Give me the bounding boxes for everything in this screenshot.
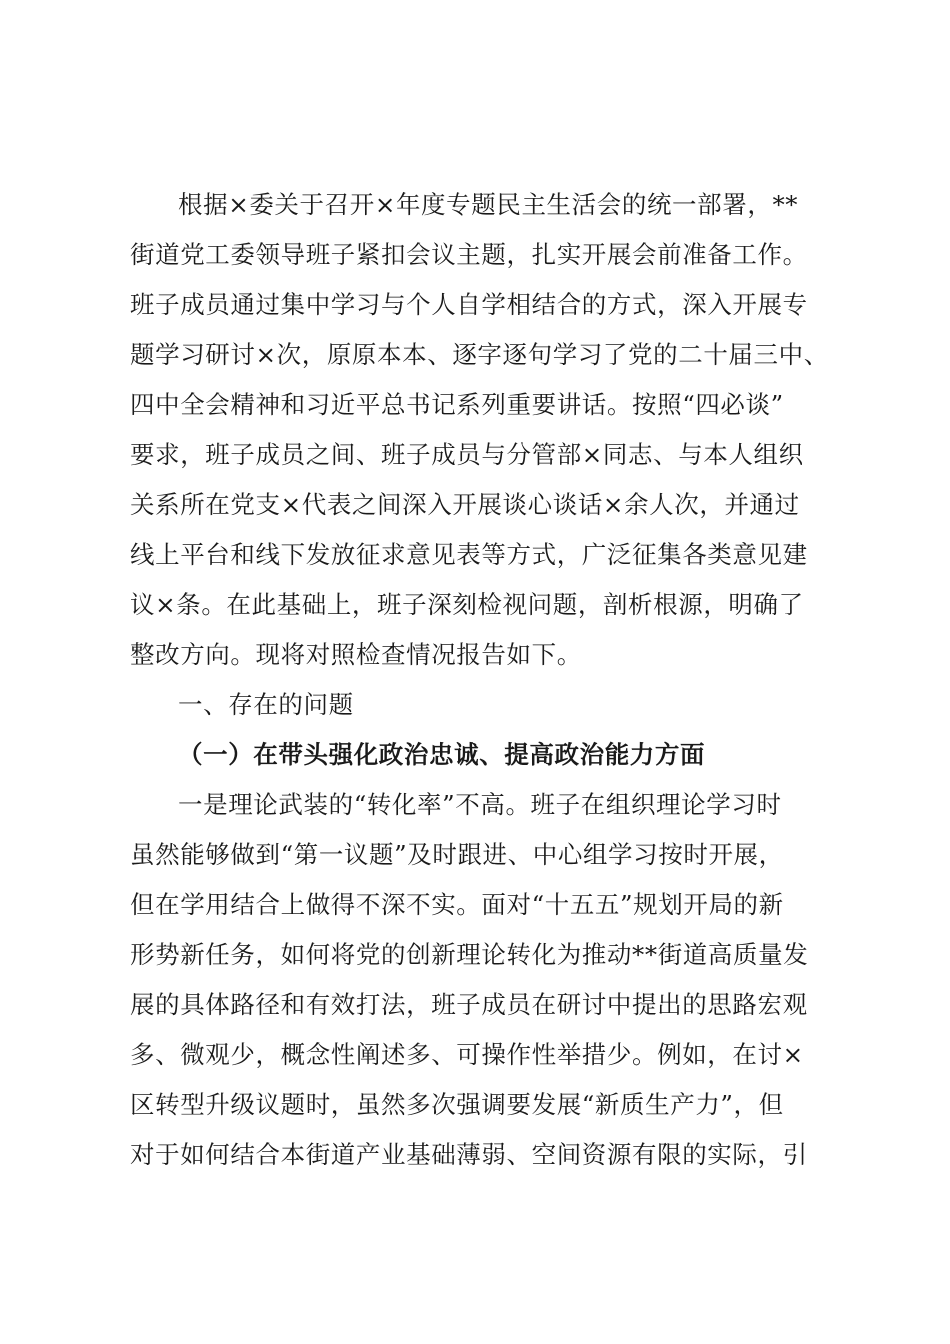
subsection-heading: （一）在带头强化政治忠诚、提高政治能力方面 <box>178 740 706 769</box>
body-line-5: 展的具体路径和有效打法，班子成员在研讨中提出的思路宏观 <box>130 990 808 1019</box>
intro-line-7: 关系所在党支×代表之间深入开展谈心谈话×余人次，并通过 <box>130 490 800 519</box>
intro-line-5: 四中全会精神和习近平总书记系列重要讲话。按照“四必谈” <box>130 390 784 419</box>
body-line-7: 区转型升级议题时，虽然多次强调要发展“新质生产力”，但 <box>130 1090 784 1119</box>
intro-line-8: 线上平台和线下发放征求意见表等方式，广泛征集各类意见建 <box>130 540 808 569</box>
body-line-2: 虽然能够做到“第一议题”及时跟进、中心组学习按时开展， <box>130 840 784 869</box>
intro-line-9: 议×条。在此基础上，班子深刻检视问题，剖析根源，明确了 <box>130 590 804 619</box>
intro-line-2: 街道党工委领导班子紧扣会议主题，扎实开展会前准备工作。 <box>130 240 808 269</box>
intro-line-4: 题学习研讨×次，原原本本、逐字逐句学习了党的二十届三中、 <box>130 340 829 369</box>
intro-line-6: 要求，班子成员之间、班子成员与分管部×同志、与本人组织 <box>130 440 804 469</box>
body-line-3: 但在学用结合上做得不深不实。面对“十五五”规划开局的新 <box>130 890 784 919</box>
body-line-8: 对于如何结合本街道产业基础薄弱、空间资源有限的实际，引 <box>130 1140 808 1169</box>
body-line-1: 一是理论武装的“转化率”不高。班子在组织理论学习时 <box>178 790 782 819</box>
intro-line-3: 班子成员通过集中学习与个人自学相结合的方式，深入开展专 <box>130 290 808 319</box>
intro-line-10: 整改方向。现将对照检查情况报告如下。 <box>130 640 582 669</box>
intro-line-1: 根据×委关于召开×年度专题民主生活会的统一部署，** <box>178 190 799 219</box>
section-heading: 一、存在的问题 <box>178 690 354 719</box>
body-line-4: 形势新任务，如何将党的创新理论转化为推动**街道高质量发 <box>130 940 809 969</box>
body-line-6: 多、微观少，概念性阐述多、可操作性举措少。例如，在讨× <box>130 1040 804 1069</box>
